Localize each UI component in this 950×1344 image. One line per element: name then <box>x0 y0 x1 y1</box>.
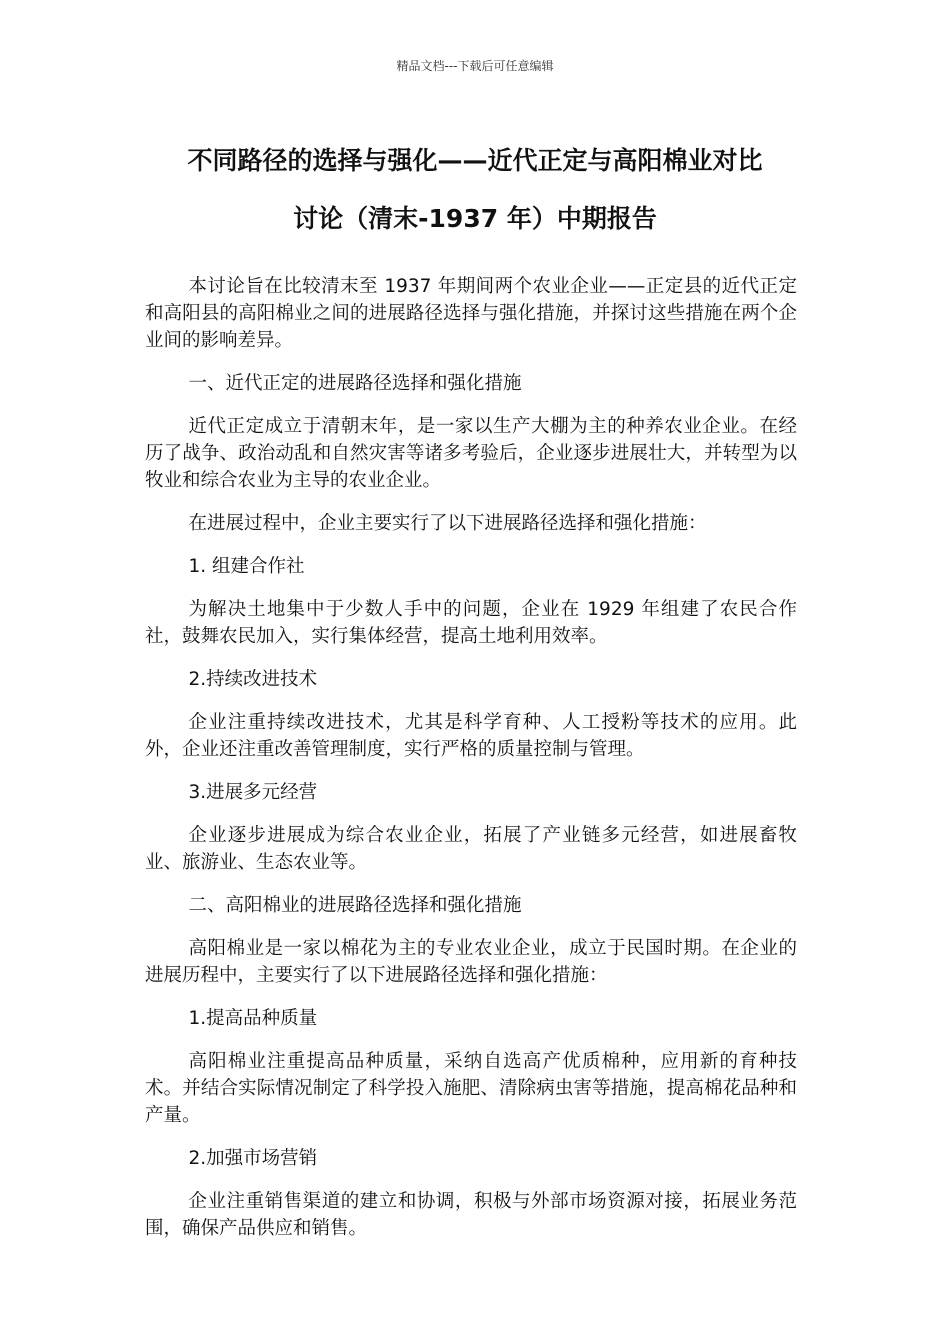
section-2-heading: 二、高阳棉业的进展路径选择和强化措施 <box>188 895 522 916</box>
section-1-heading: 一、近代正定的进展路径选择和强化措施 <box>188 373 522 394</box>
title-line-2: 讨论（清末-1937 年）中期报告 <box>293 204 657 233</box>
section-1-item-1-text: 为解决土地集中于少数人手中的问题，企业在 1929 年组建了农民合作社，鼓舞农民加入，实行集体经营，提高土地利用效率。 <box>145 599 797 647</box>
document-title <box>120 132 830 248</box>
section-1-paragraph-1: 近代正定成立于清朝末年，是一家以生产大棚为主的种养农业企业。在经历了战争、政治动乱和自然灾害等诸多考验后，企业逐步进展壮大，并转型为以牧业和综合农业为主导的农业企业。 <box>145 416 797 491</box>
section-1-item-3-text: 企业逐步进展成为综合农业企业，拓展了产业链多元经营，如进展畜牧业、旅游业、生态农业等。 <box>145 825 797 873</box>
intro-paragraph: 本讨论旨在比较清末至 1937 年期间两个农业企业——正定县的近代正定和高阳县的高阳棉业之间的进展路径选择与强化措施，并探讨这些措施在两个企业间的影响差异。 <box>145 276 797 351</box>
section-1-item-2-title: 2.持续改进技术 <box>188 669 318 690</box>
section-1-item-1-title: 1. 组建合作社 <box>188 556 305 577</box>
section-1-item-2-text: 企业注重持续改进技术，尤其是科学育种、人工授粉等技术的应用。此外，企业还注重改善管理制度，实行严格的质量控制与管理。 <box>145 712 797 760</box>
section-2-paragraph-1: 高阳棉业是一家以棉花为主的专业农业企业，成立于民国时期。在企业的进展历程中，主要实行了以下进展路径选择和强化措施： <box>145 938 797 986</box>
section-1-paragraph-2: 在进展过程中，企业主要实行了以下进展路径选择和强化措施： <box>188 513 707 534</box>
section-1-item-3-title: 3.进展多元经营 <box>188 782 318 803</box>
section-2-item-2-text: 企业注重销售渠道的建立和协调，积极与外部市场资源对接，拓展业务范围，确保产品供应和销售。 <box>145 1191 797 1239</box>
section-2-item-1-text: 高阳棉业注重提高品种质量，采纳自选高产优质棉种，应用新的育种技术。并结合实际情况制定了科学投入施肥、清除病虫害等措施，提高棉花品种和产量。 <box>145 1051 797 1126</box>
section-2-item-1-title: 1.提高品种质量 <box>188 1008 318 1029</box>
title-line-1: 不同路径的选择与强化——近代正定与高阳棉业对比 <box>187 146 763 175</box>
document-body <box>145 273 797 1258</box>
section-2-item-2-title: 2.加强市场营销 <box>188 1148 318 1169</box>
page-header: 精品文档---下载后可任意编辑 <box>396 59 554 73</box>
